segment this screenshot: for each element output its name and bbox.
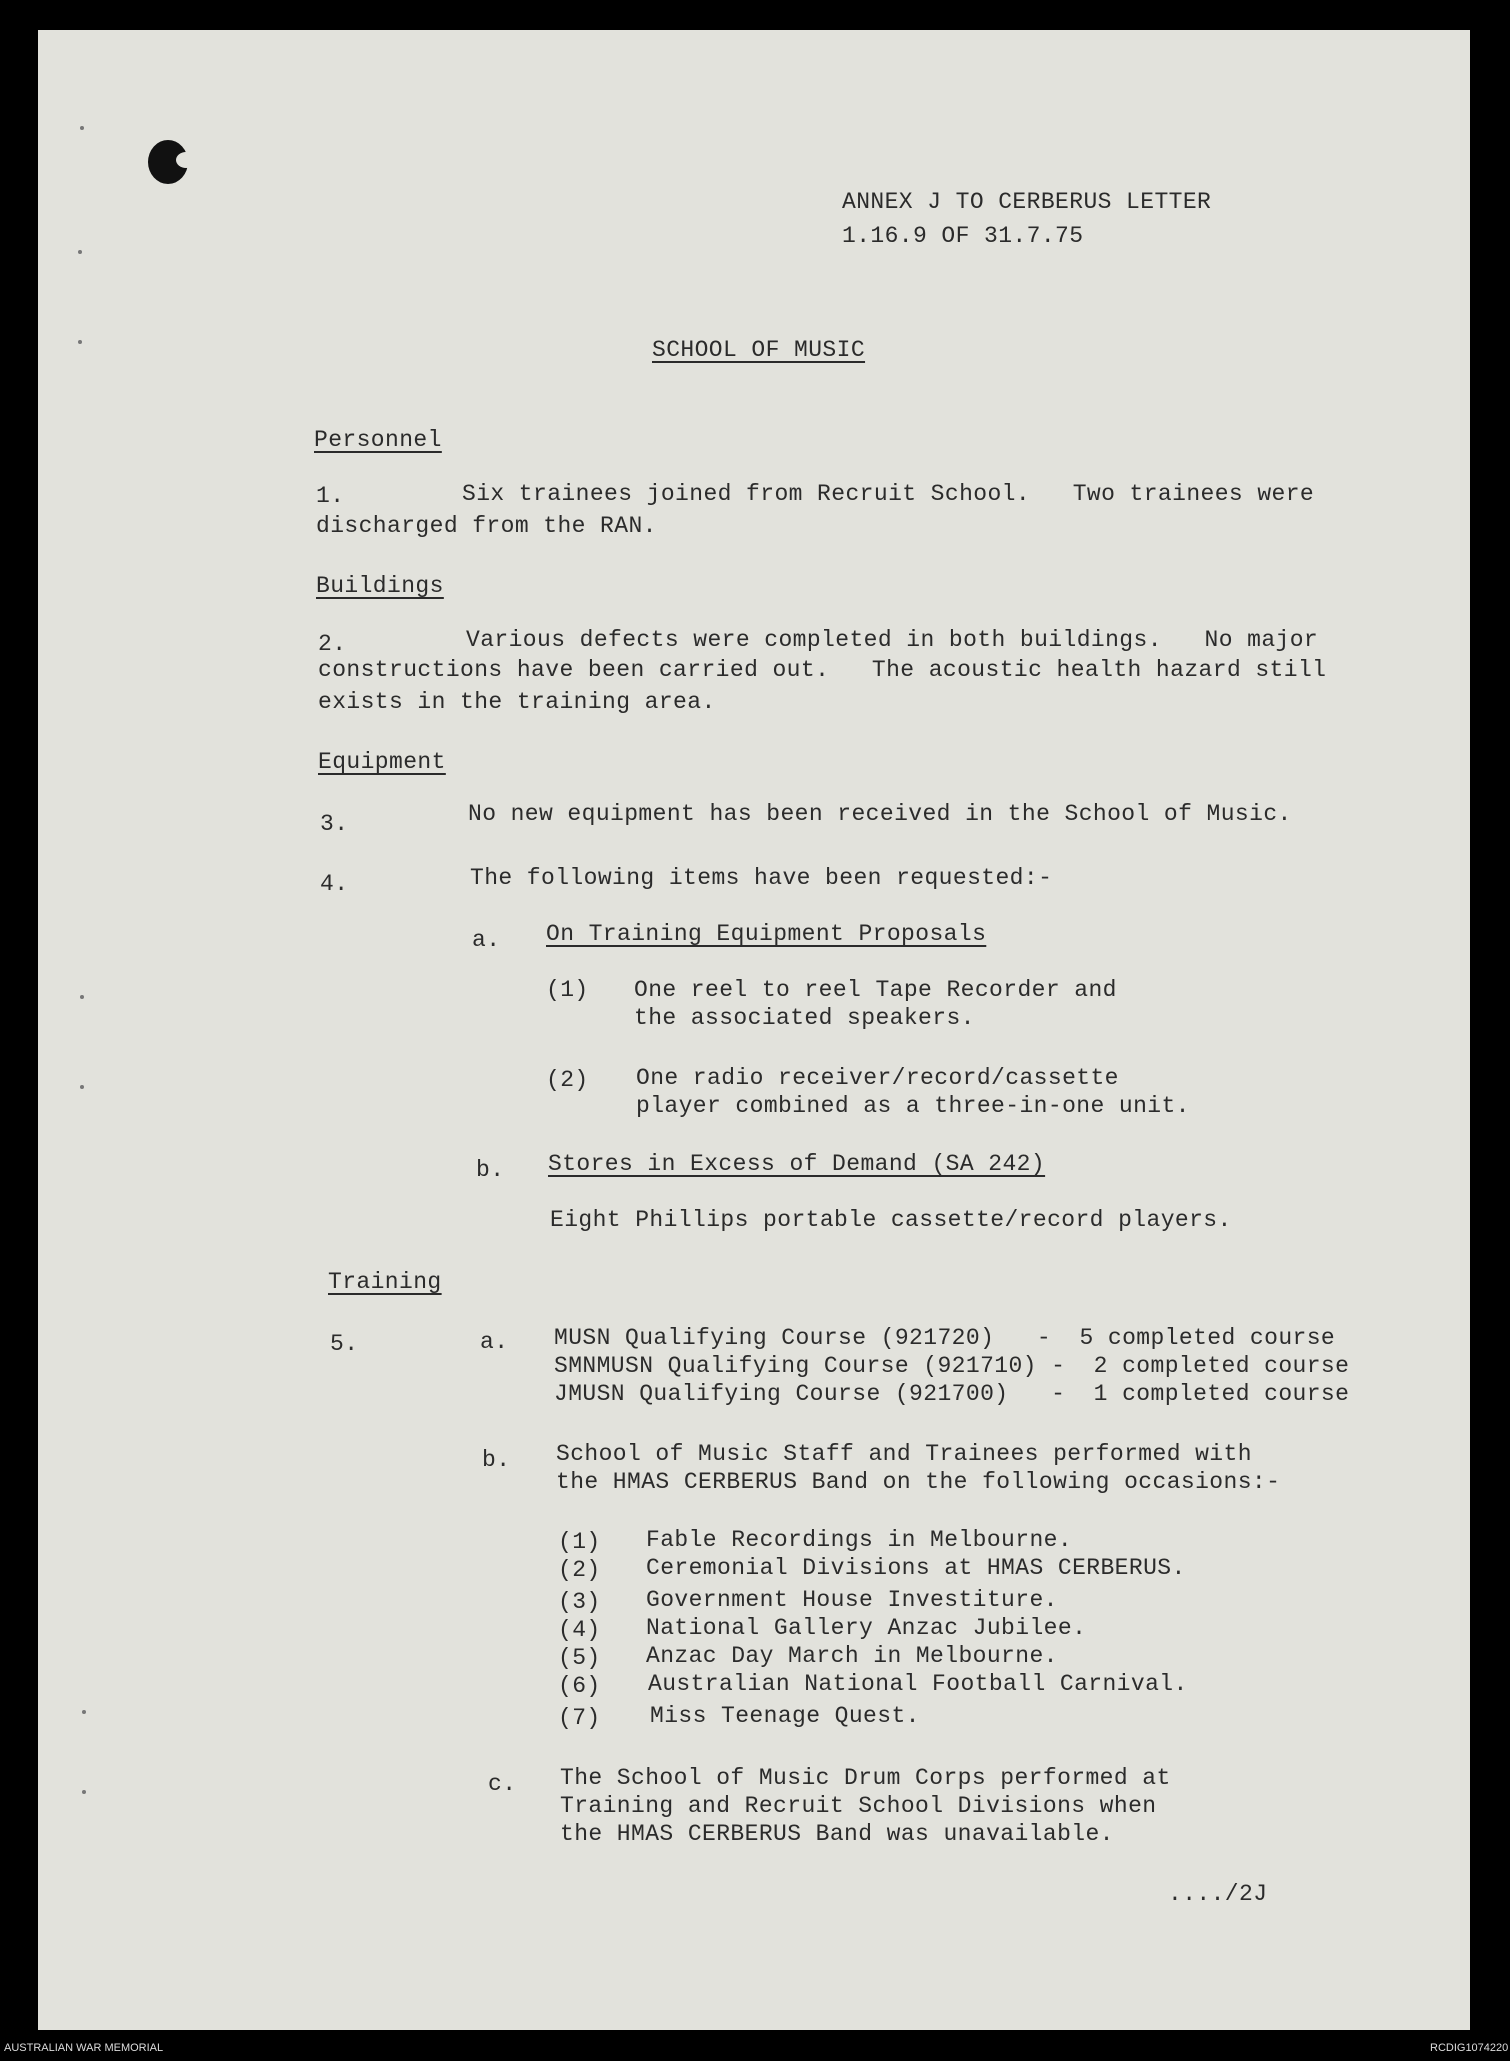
course-row-3: JMUSN Qualifying Course (921700) - 1 completed course xyxy=(554,1381,1350,1407)
item-a2-line2: player combined as a three-in-one unit. xyxy=(636,1093,1190,1119)
occasion-2-text: Ceremonial Divisions at HMAS CERBERUS. xyxy=(646,1555,1186,1581)
para-4-number: 4. xyxy=(320,871,349,897)
speck xyxy=(80,126,84,130)
para-3-number: 3. xyxy=(320,811,349,837)
heading-equipment: Equipment xyxy=(318,749,446,775)
training-b-line1: School of Music Staff and Trainees performed with xyxy=(556,1441,1252,1467)
annex-reference-line2: 1.16.9 OF 31.7.75 xyxy=(842,223,1084,249)
occasion-7-number: (7) xyxy=(558,1705,601,1731)
speck xyxy=(80,995,84,999)
para-3-text: No new equipment has been received in the School of Music. xyxy=(468,801,1292,827)
para-2-line3: exists in the training area. xyxy=(318,689,716,715)
para-1-line2: discharged from the RAN. xyxy=(316,513,657,539)
item-a-label: a. xyxy=(472,927,501,953)
occasion-6-number: (6) xyxy=(558,1673,601,1699)
item-a2-number: (2) xyxy=(546,1067,589,1093)
item-b-text: Eight Phillips portable cassette/record players. xyxy=(550,1207,1232,1233)
training-a-label: a. xyxy=(480,1329,509,1355)
item-a2-line1: One radio receiver/record/cassette xyxy=(636,1065,1119,1091)
para-1-line1: Six trainees joined from Recruit School. Two trainees were xyxy=(462,481,1315,507)
training-c-line2: Training and Recruit School Divisions when xyxy=(560,1793,1157,1819)
training-c-line1: The School of Music Drum Corps performed at xyxy=(560,1765,1171,1791)
heading-buildings: Buildings xyxy=(316,573,444,599)
training-b-label: b. xyxy=(482,1447,511,1473)
training-c-line3: the HMAS CERBERUS Band was unavailable. xyxy=(560,1821,1114,1847)
para-4-text: The following items have been requested:- xyxy=(470,865,1053,891)
occasion-6-text: Australian National Football Carnival. xyxy=(648,1671,1188,1697)
occasion-5-text: Anzac Day March in Melbourne. xyxy=(646,1643,1058,1669)
para-1-number: 1. xyxy=(316,483,345,509)
occasion-5-number: (5) xyxy=(558,1645,601,1671)
item-a1-number: (1) xyxy=(546,977,589,1003)
footer-record-id: RCDIG1074220 xyxy=(1430,2042,1509,2054)
para-2-line1: Various defects were completed in both buildings. No major xyxy=(466,627,1319,653)
speck xyxy=(82,1710,86,1714)
occasion-2-number: (2) xyxy=(558,1557,601,1583)
occasion-3-number: (3) xyxy=(558,1589,601,1615)
continuation-marker: ..../2J xyxy=(1168,1881,1268,1907)
speck xyxy=(78,250,82,254)
occasion-1-text: Fable Recordings in Melbourne. xyxy=(646,1527,1073,1553)
occasion-7-text: Miss Teenage Quest. xyxy=(650,1703,920,1729)
heading-training: Training xyxy=(328,1269,442,1295)
heading-personnel: Personnel xyxy=(314,427,442,453)
occasion-1-number: (1) xyxy=(558,1529,601,1555)
occasion-4-text: National Gallery Anzac Jubilee. xyxy=(646,1615,1087,1641)
training-c-label: c. xyxy=(488,1771,517,1797)
item-a1-line1: One reel to reel Tape Recorder and xyxy=(634,977,1117,1003)
course-row-1: MUSN Qualifying Course (921720) - 5 completed course xyxy=(554,1325,1336,1351)
speck xyxy=(80,1085,84,1089)
item-a1-line2: the associated speakers. xyxy=(634,1005,975,1031)
occasion-4-number: (4) xyxy=(558,1617,601,1643)
punch-hole-tear xyxy=(176,152,196,168)
para-2-number: 2. xyxy=(318,631,347,657)
speck xyxy=(82,1790,86,1794)
para-5-number: 5. xyxy=(330,1331,359,1357)
item-a-heading: On Training Equipment Proposals xyxy=(546,921,987,947)
item-b-heading: Stores in Excess of Demand (SA 242) xyxy=(548,1151,1046,1177)
course-row-2: SMNMUSN Qualifying Course (921710) - 2 completed course xyxy=(554,1353,1350,1379)
training-b-line2: the HMAS CERBERUS Band on the following occasions:- xyxy=(556,1469,1281,1495)
footer-source: AUSTRALIAN WAR MEMORIAL xyxy=(4,2042,164,2054)
occasion-3-text: Government House Investiture. xyxy=(646,1587,1058,1613)
page-title: SCHOOL OF MUSIC xyxy=(652,337,866,363)
item-b-label: b. xyxy=(476,1157,505,1183)
para-2-line2: constructions have been carried out. The acoustic health hazard still xyxy=(318,657,1327,683)
annex-reference-line1: ANNEX J TO CERBERUS LETTER xyxy=(842,189,1212,215)
speck xyxy=(78,340,82,344)
